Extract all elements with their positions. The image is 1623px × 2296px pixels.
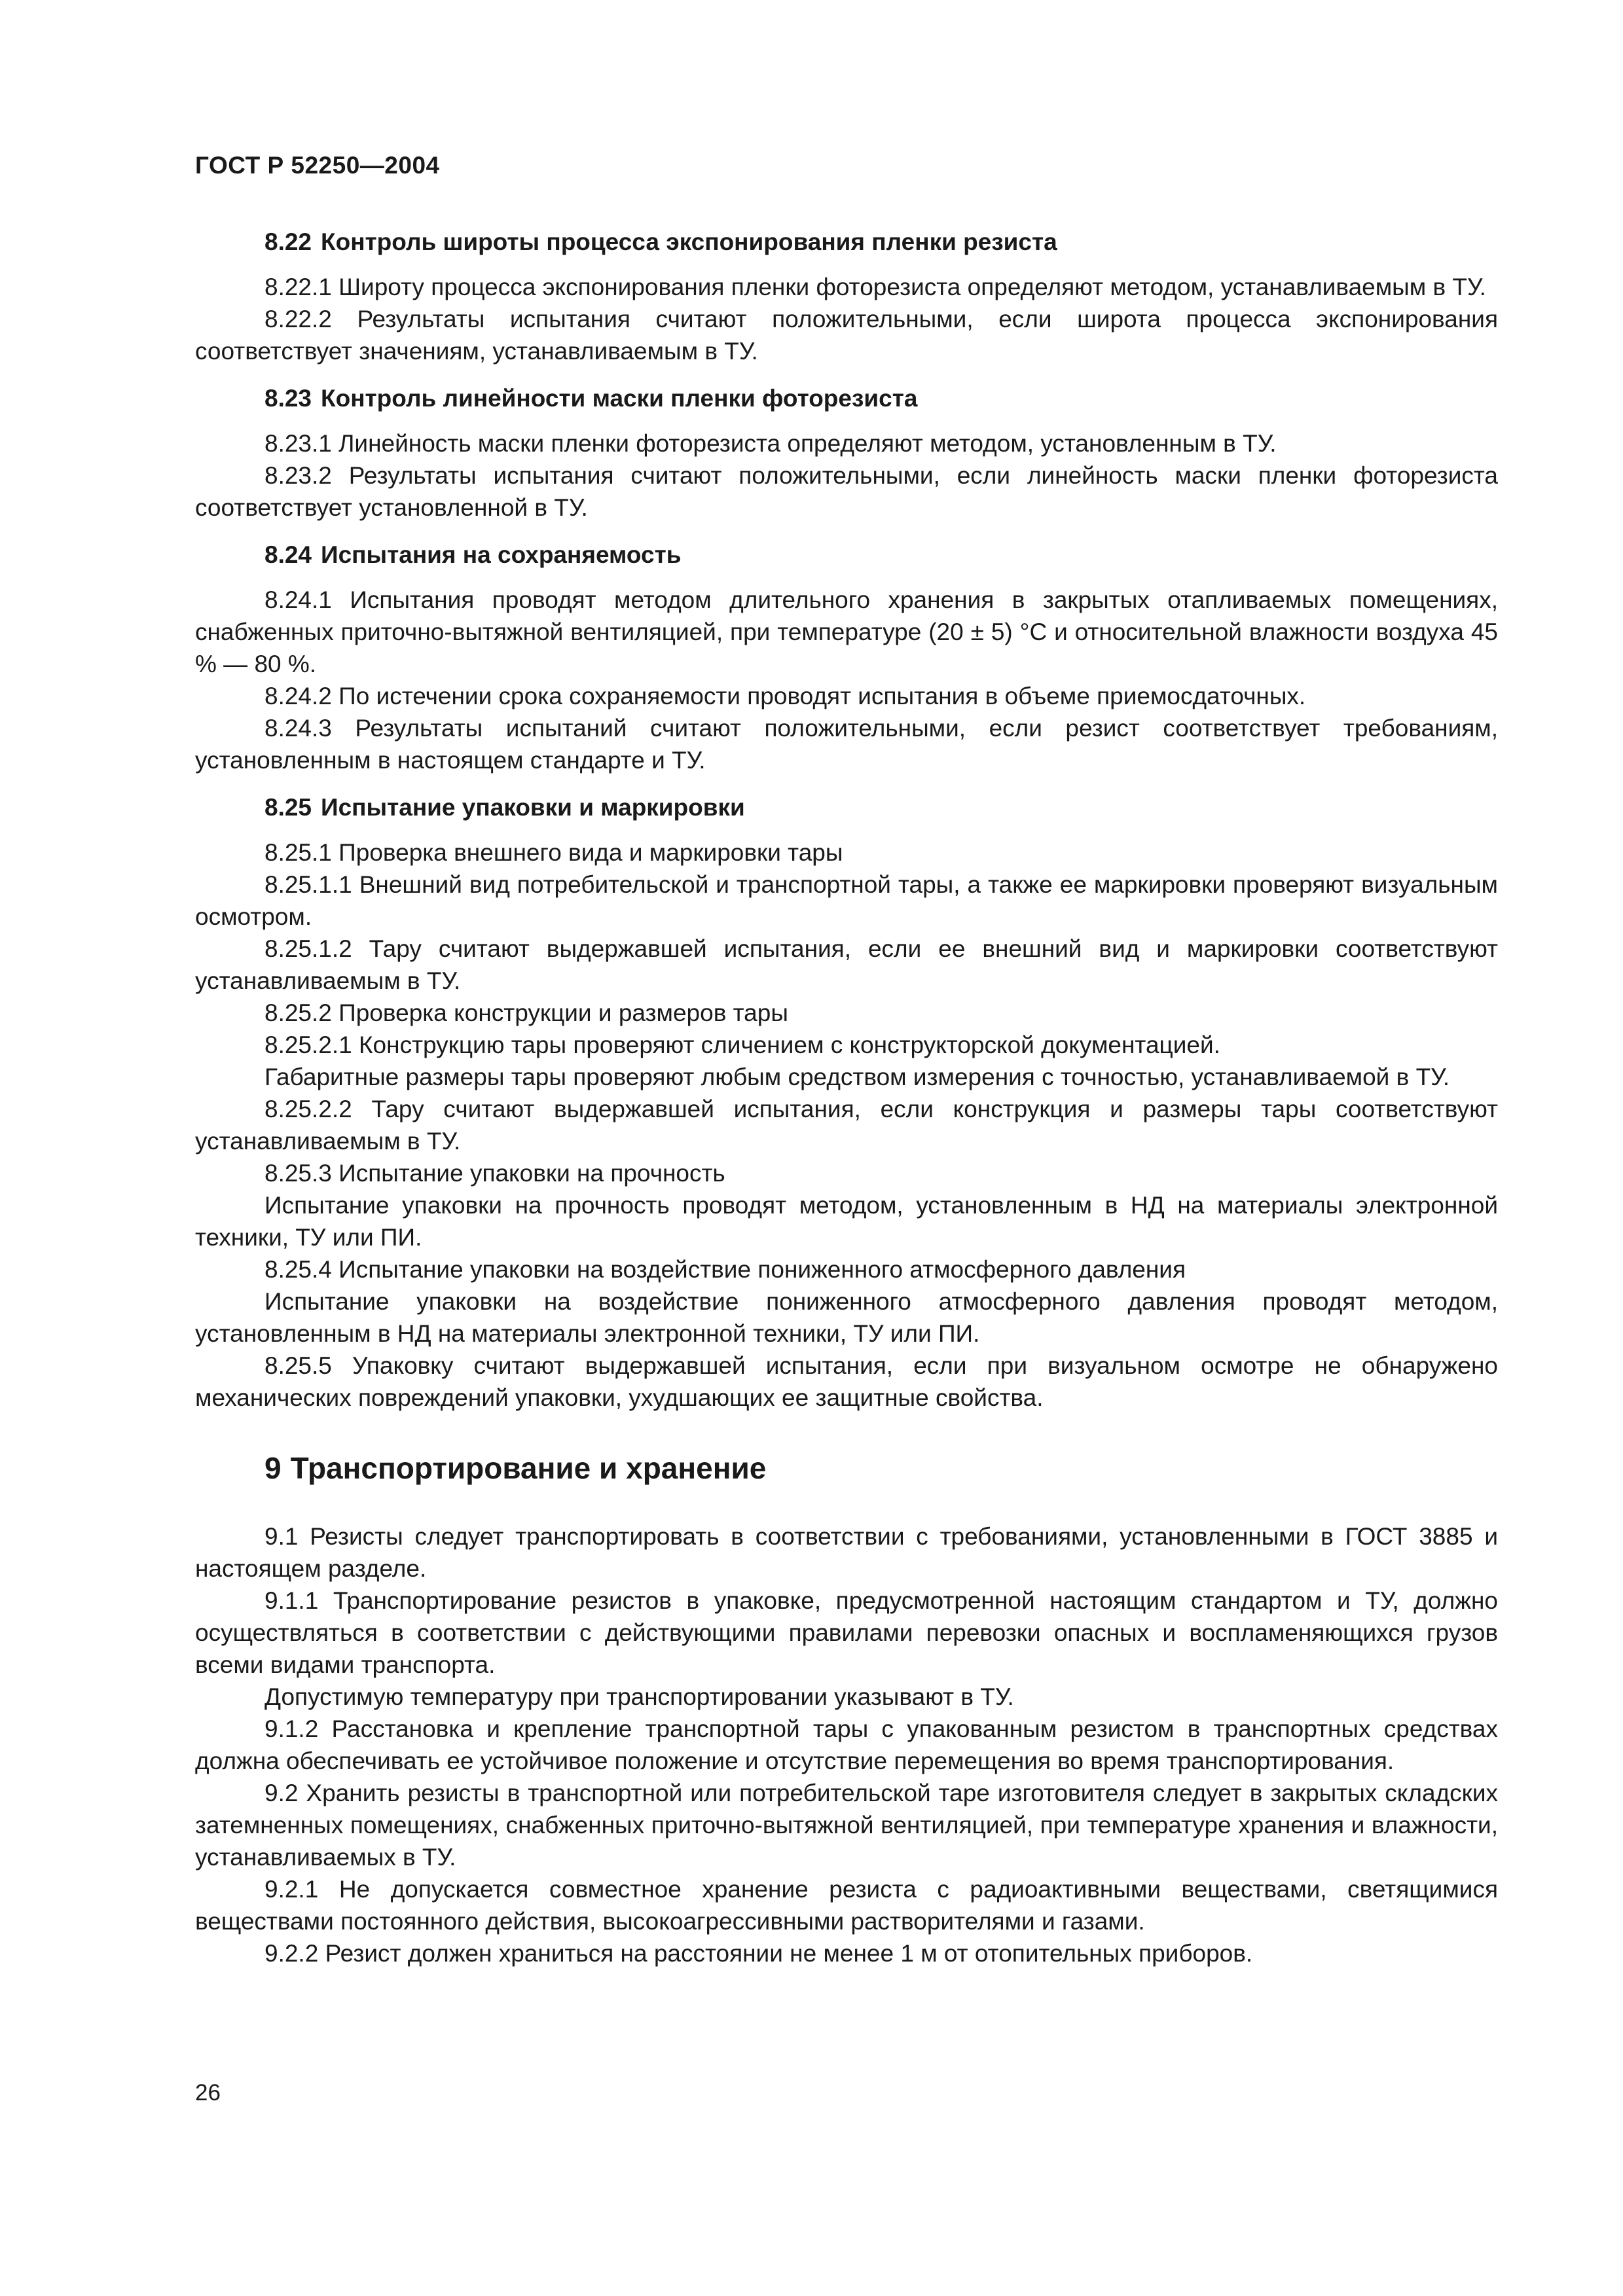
paragraph: 9.2.1 Не допускается совместное хранение резиста с радиоактивными веществами, светящимися веществами постоянного действия, высокоагрессивными растворителями и газами. <box>195 1876 1498 1935</box>
paragraph: 8.23.1 Линейность маски пленки фоторезиста определяют методом, установленным в ТУ. <box>264 430 1277 457</box>
paragraph: 8.25.2 Проверка конструкции и размеров тары <box>264 999 788 1026</box>
paragraph: Испытание упаковки на воздействие пониженного атмосферного давления проводят методом, установленным в НД на материалы электронной техники, ТУ или ПИ. <box>195 1288 1498 1347</box>
paragraph: 9.2 Хранить резисты в транспортной или потребительской таре изготовителя следует в закрытых складских затемненных помещениях, снабженных приточно-вытяжной вентиляцией, при температуре хранения и влажности, устанавливаемых в ТУ. <box>195 1780 1498 1871</box>
paragraph: 9.1.2 Расстановка и крепление транспортной тары с упакованным резистом в транспортных средствах должна обеспечивать ее устойчивое положение и отсутствие перемещения во время транспортирования. <box>195 1715 1498 1774</box>
paragraph: 8.25.3 Испытание упаковки на прочность <box>264 1160 725 1187</box>
paragraph: Допустимую температуру при транспортировании указывают в ТУ. <box>264 1683 1014 1710</box>
paragraph: 8.25.1.1 Внешний вид потребительской и транспортной тары, а также ее маркировки проверяют визуальным осмотром. <box>195 871 1498 930</box>
paragraph: 9.1 Резисты следует транспортировать в соответствии с требованиями, установленными в ГОСТ 3885 и настоящем разделе. <box>195 1523 1498 1582</box>
paragraph: 8.24.3 Результаты испытаний считают положительными, если резист соответствует требованиям, установленным в настоящем стандарте и ТУ. <box>195 715 1498 774</box>
paragraph: 8.24.1 Испытания проводят методом длительного хранения в закрытых отапливаемых помещениях, снабженных приточно-вытяжной вентиляцией, при температуре (20 ± 5) °С и относительной влажности воздуха 45 % — 80 %. <box>195 586 1498 677</box>
paragraph: 8.25.2.1 Конструкцию тары проверяют сличением с конструкторской документацией. <box>264 1031 1220 1058</box>
paragraph: 8.24.2 По истечении срока сохраняемости проводят испытания в объеме приемосдаточных. <box>264 683 1306 709</box>
paragraph: Габаритные размеры тары проверяют любым средством измерения с точностью, устанавливаемой в ТУ. <box>264 1064 1450 1090</box>
subsection-heading-8-22: 8.22 Контроль широты процесса экспонирования пленки резиста <box>264 228 1057 255</box>
subsection-heading-8-24: 8.24 Испытания на сохраняемость <box>264 541 682 568</box>
paragraph: 8.25.4 Испытание упаковки на воздействие пониженного атмосферного давления <box>264 1256 1186 1283</box>
paragraph: 8.23.2 Результаты испытания считают положительными, если линейность маски пленки фоторезиста соответствует установленной в ТУ. <box>195 462 1498 521</box>
document-header: ГОСТ Р 52250—2004 <box>195 152 440 179</box>
paragraph: 8.25.5 Упаковку считают выдержавшей испытания, если при визуальном осмотре не обнаружено механических повреждений упаковки, ухудшающих ее защитные свойства. <box>195 1352 1498 1411</box>
paragraph: 9.2.2 Резист должен храниться на расстоянии не менее 1 м от отопительных приборов. <box>264 1940 1253 1967</box>
paragraph: 9.1.1 Транспортирование резистов в упаковке, предусмотренной настоящим стандартом и ТУ, должно осуществляться в соответствии с действующими правилами перевозки опасных и воспламеняющихся грузов всеми видами транспорта. <box>195 1587 1498 1678</box>
page-number: 26 <box>195 2080 221 2106</box>
paragraph: 8.25.1 Проверка внешнего вида и маркировки тары <box>264 839 843 866</box>
document-body <box>195 226 1498 1969</box>
paragraph: 8.22.2 Результаты испытания считают положительными, если широта процесса экспонирования соответствует значениям, устанавливаемым в ТУ. <box>195 306 1498 365</box>
subsection-heading-8-25: 8.25 Испытание упаковки и маркировки <box>264 794 745 821</box>
subsection-heading-8-23: 8.23 Контроль линейности маски пленки фоторезиста <box>264 385 918 412</box>
paragraph: 8.25.1.2 Тару считают выдержавшей испытания, если ее внешний вид и маркировки соответствуют устанавливаемым в ТУ. <box>195 935 1498 994</box>
paragraph: Испытание упаковки на прочность проводят методом, установленным в НД на материалы электронной техники, ТУ или ПИ. <box>195 1192 1498 1251</box>
section-heading-9: 9 Транспортирование и хранение <box>264 1451 767 1485</box>
paragraph: 8.22.1 Широту процесса экспонирования пленки фоторезиста определяют методом, устанавливаемым в ТУ. <box>264 274 1486 300</box>
paragraph: 8.25.2.2 Тару считают выдержавшей испытания, если конструкция и размеры тары соответствуют устанавливаемым в ТУ. <box>195 1096 1498 1155</box>
